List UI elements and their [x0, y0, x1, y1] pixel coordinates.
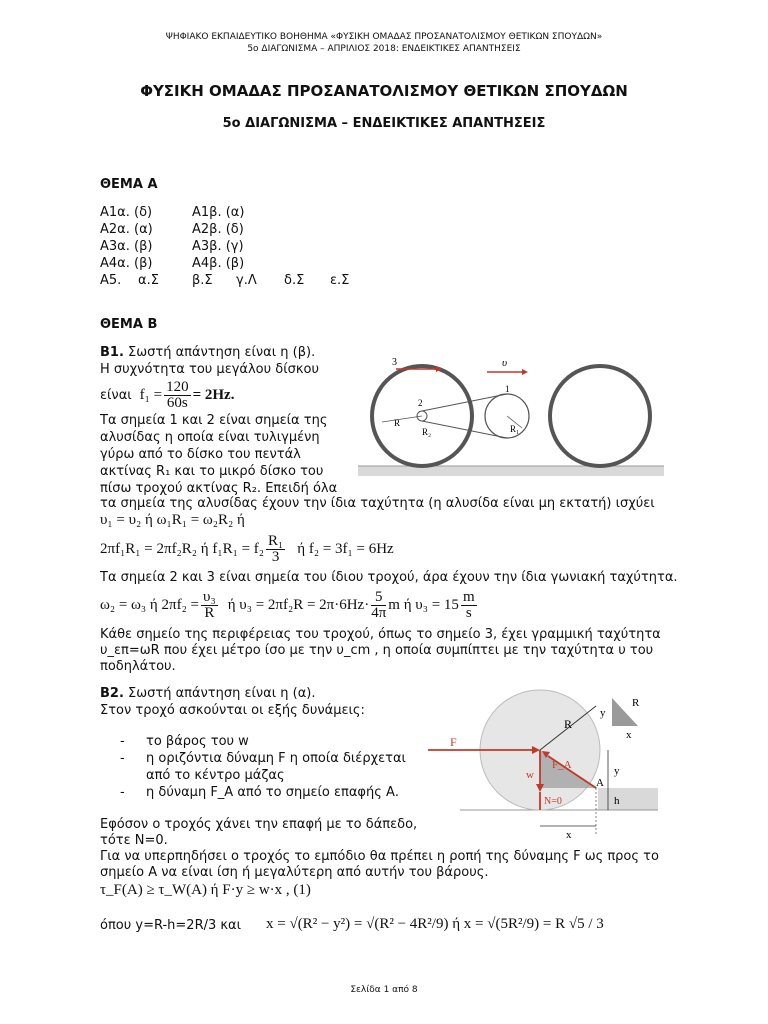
a5-item: ε.Σ — [330, 273, 350, 288]
b1-text: Τα σημεία 1 και 2 είναι σημεία της — [100, 413, 328, 428]
b1-equation-2 — [100, 530, 394, 568]
b1-text: Τα σημεία 2 και 3 είναι σημεία του ίδιου τροχού, άρα έχουν την ίδια γωνιακή ταχύτητα. — [100, 570, 678, 585]
bullet-text: η δύναμη F_A από το σημείο επαφής Α. — [146, 785, 400, 800]
formula-result: = 2Hz — [192, 386, 231, 403]
b2-text: Για να υπερπηδήσει ο τροχός το εμπόδιο θα πρέπει η ροπή της δύναμης F ως προς το — [100, 849, 659, 864]
bullet-item: - η δύναμη F_A από το σημείο επαφής Α. — [120, 785, 400, 800]
frac-num: 120 — [166, 378, 189, 395]
inset-y: y — [600, 707, 606, 719]
b1-text: πίσω τροχού ακτίνας R₂. Επειδή όλα — [100, 481, 338, 496]
arrow-head — [522, 369, 528, 375]
frac-num: υ₃ — [203, 588, 216, 605]
bullet-text: η οριζόντια δύναμη F η οποία διέρχεται — [146, 751, 406, 766]
inset-x: x — [626, 729, 632, 741]
theme-a-row — [100, 222, 244, 237]
label-u: υ — [502, 357, 508, 369]
theme-b-heading: ΘΕΜΑ Β — [100, 317, 158, 332]
b2-text: Στον τροχό ασκούνται οι εξής δυνάμεις: — [100, 703, 365, 718]
page-subtitle: 5ο ΔΙΑΓΩΝΙΣΜΑ – ΕΝΔΕΙΚΤΙΚΕΣ ΑΠΑΝΤΗΣΕΙΣ — [222, 116, 546, 131]
a5-item: γ.Λ — [236, 273, 257, 288]
frac-den: 4π — [371, 604, 387, 621]
bullet-item: - η οριζόντια δύναμη F η οποία διέρχεται — [120, 751, 406, 766]
label-h: h — [614, 795, 620, 807]
b2-text: τότε Ν=0. — [100, 833, 168, 848]
b2-text: όπου y=R-h=2R/3 και — [100, 918, 242, 933]
b1-answer-line — [100, 345, 315, 360]
label-A: A — [596, 777, 604, 789]
formula-f1: f₁ = — [139, 386, 163, 403]
frac-den: 60s — [166, 394, 188, 411]
eq-part: ή f₂ = 3f₁ = 6Hz — [297, 540, 394, 557]
label-R: R — [564, 717, 573, 731]
a5-item: β.Σ — [192, 273, 213, 288]
step-obstacle — [598, 788, 658, 810]
label-x: x — [566, 829, 572, 840]
eq-part: 2πf₁R₁ = 2πf₂R₂ ή f₁R₁ = f₂ — [100, 540, 265, 557]
b1-text: ποδηλάτου. — [100, 659, 176, 674]
b1-equation-3 — [100, 586, 479, 624]
answer-a3b: Α3β. (γ) — [192, 239, 244, 254]
eq-part: m ή υ₃ = 15 — [388, 596, 459, 613]
answer-a2b: Α2β. (δ) — [192, 222, 244, 237]
label-1: 1 — [505, 384, 510, 394]
bullet-text: το βάρος του w — [146, 734, 249, 749]
bullet-item: - το βάρος του w — [120, 734, 249, 749]
frac-num: 5 — [371, 590, 386, 606]
theme-a-heading: ΘΕΜΑ Α — [100, 177, 158, 192]
answer-a3a: Α3α. (β) — [100, 239, 153, 254]
label-w: w — [526, 769, 534, 781]
b2-label: Β2. — [100, 686, 124, 701]
b1-text: ακτίνας R₁ και το μικρό δίσκο του — [100, 464, 324, 479]
b2-answer: Σωστή απάντηση είναι η (α). — [128, 686, 316, 701]
b1-text: αλυσίδας η οποία είναι τυλιγμένη — [100, 430, 320, 445]
figure-bicycle-wheels — [352, 350, 670, 478]
ground — [358, 466, 664, 476]
b1-text: γύρω από το δίσκο του πεντάλ — [100, 447, 301, 462]
header-line-1: ΨΗΦΙΑΚΟ ΕΚΠΑΙΔΕΥΤΙΚΟ ΒΟΗΘΗΜΑ «ΦΥΣΙΚΗ ΟΜΑΔΑΣ ΠΡΟΣΑΝΑΤΟΛΙΣΜΟΥ ΘΕΤΙΚΩΝ ΣΠΟΥΔΩΝ» — [165, 32, 603, 42]
label-3: 3 — [392, 357, 397, 368]
theme-a-row — [100, 205, 244, 220]
label-2: 2 — [418, 398, 423, 408]
label-y: y — [614, 765, 620, 777]
page-footer: Σελίδα 1 από 8 — [350, 985, 418, 995]
page-title: ΦΥΣΙΚΗ ΟΜΑΔΑΣ ΠΡΟΣΑΝΑΤΟΛΙΣΜΟΥ ΘΕΤΙΚΩΝ ΣΠΟΥΔΩΝ — [140, 82, 628, 100]
header-line-2: 5ο ΔΙΑΓΩΝΙΣΜΑ – ΑΠΡΙΛΙΟΣ 2018: ΕΝΔΕΙΚΤΙΚΕΣ ΑΠΑΝΤΗΣΕΙΣ — [247, 44, 521, 54]
theme-a-row-a5 — [100, 273, 349, 288]
chain-top — [422, 394, 507, 411]
theme-a-row — [100, 256, 244, 271]
answer-a1a: Α1α. (δ) — [100, 205, 153, 220]
radius-R — [382, 416, 422, 422]
label-F: F — [450, 735, 457, 749]
b2-answer-line — [100, 686, 316, 701]
label-R: R — [394, 418, 401, 428]
frac-den: R — [204, 604, 215, 621]
bullet-continuation: από το κέντρο μάζας — [146, 768, 285, 783]
eq-part: ω₂ = ω₃ ή 2πf₂ = — [100, 596, 200, 613]
b1-text: είναι — [100, 387, 132, 403]
answer-a4a: Α4α. (β) — [100, 256, 153, 271]
answer-a2a: Α2α. (α) — [100, 222, 153, 237]
chain-bottom — [422, 421, 507, 438]
b1-equation-1: υ₁ = υ₂ ή ω₁R₁ = ω₂R₂ ή — [100, 512, 245, 528]
b2-equation-1: τ_F(A) ≥ τ_W(A) ή F·y ≥ w·x , (1) — [100, 882, 311, 898]
front-wheel — [550, 366, 650, 466]
b1-text: Κάθε σημείο της περιφέρειας του τροχού, όπως το σημείο 3, έχει γραμμική ταχύτητα — [100, 627, 661, 642]
b2-text: Εφόσον ο τροχός χάνει την επαφή με το δάπεδο, — [100, 817, 418, 832]
fraction — [461, 590, 477, 621]
frac-num: R₁ — [268, 532, 284, 549]
label-N0: N=0 — [544, 796, 562, 807]
a5-item: α.Σ — [138, 273, 159, 288]
b2-equation-2: x = √(R² − y²) = √(R² − 4R²/9) ή x = √(5R²/9) = R √5 / 3 — [266, 916, 604, 932]
b1-text: Η συχνότητα του μεγάλου δίσκου — [100, 362, 320, 377]
answer-a1b: Α1β. (α) — [192, 205, 245, 220]
a5-label: Α5. — [100, 273, 122, 288]
fraction — [266, 534, 285, 565]
fraction — [201, 590, 218, 621]
label-R2: R₂ — [422, 427, 432, 437]
b1-text: υ_επ=ωR που έχει μέτρο ίσο με την υ_cm , η οποία συμπίπτει με την ταχύτητα υ του — [100, 643, 654, 658]
b1-text: τα σημεία της αλυσίδας έχουν την ίδια ταχύτητα (η αλυσίδα είναι μη εκτατή) ισχύει — [100, 496, 655, 511]
b1-label: Β1. — [100, 345, 124, 360]
frac-den: 3 — [271, 548, 280, 565]
figure-wheel-step — [420, 688, 660, 840]
b1-frequency-line: είναι f₁ = $\frac{120}{60s}$ = 2Hz . — [100, 378, 235, 411]
b1-answer: Σωστή απάντηση είναι η (β). — [128, 345, 316, 360]
frac-den: s — [465, 604, 472, 621]
answer-a4b: Α4β. (β) — [192, 256, 245, 271]
inset-R: R — [632, 697, 640, 709]
b2-text: σημείο Α να είναι ίση ή μεγαλύτερη από αυτήν του βάρους. — [100, 865, 489, 880]
frac-num: m — [462, 588, 475, 605]
label-FA: F_A — [552, 759, 572, 771]
fraction — [371, 590, 386, 621]
a5-item: δ.Σ — [284, 273, 305, 288]
eq-part: ή υ₃ = 2πf₂R = 2π·6Hz· — [227, 596, 370, 613]
label-R1: R₁ — [510, 424, 520, 434]
fraction — [164, 380, 191, 411]
theme-a-row — [100, 239, 244, 254]
